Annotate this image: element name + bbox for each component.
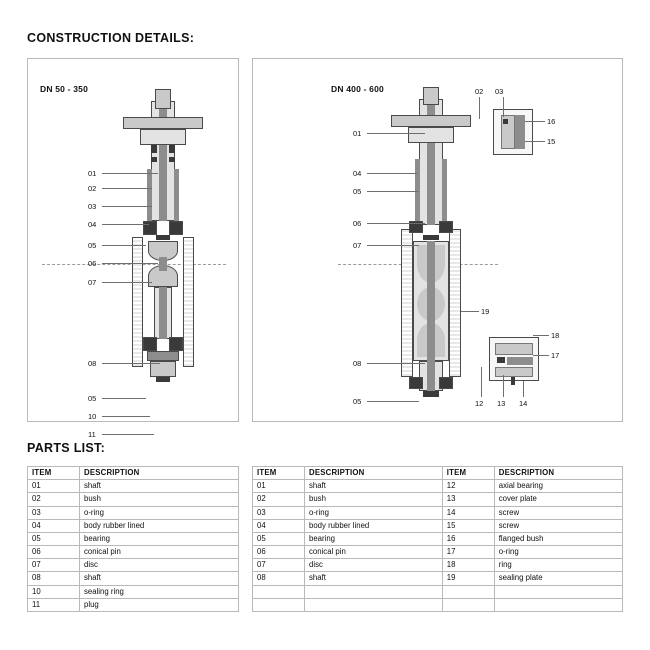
cell-item-2: 13	[442, 493, 494, 506]
leader-11	[102, 434, 154, 435]
cell-item: 06	[253, 546, 305, 559]
cell-item: 05	[28, 532, 80, 545]
callout-16: 16	[547, 117, 556, 126]
cell-description: plug	[80, 598, 239, 611]
shaft-top-r	[423, 87, 439, 105]
shaft-08	[159, 287, 167, 339]
table-row	[28, 585, 239, 598]
leader-14	[523, 381, 524, 397]
page-title-construction: CONSTRUCTION DETAILS:	[27, 31, 195, 45]
col-header-description: DESCRIPTION	[305, 467, 443, 480]
shaft-through-r	[427, 241, 435, 361]
body-wall-left	[132, 237, 143, 367]
callout-05-upper: 05	[88, 241, 97, 250]
table-row	[253, 572, 623, 585]
cell-description: bush	[305, 493, 443, 506]
callout-08: 08	[88, 359, 97, 368]
cell-description-2	[494, 598, 622, 611]
cell-item: 02	[28, 493, 80, 506]
leader-06	[102, 263, 158, 264]
table-header-row	[253, 467, 623, 480]
o-ring-03-b	[169, 157, 175, 162]
cell-description: shaft	[80, 572, 239, 585]
callout-01-r: 01	[353, 129, 362, 138]
cell-description: bearing	[80, 532, 239, 545]
sealing-ring-10	[147, 351, 179, 361]
callout-07-r: 07	[353, 241, 362, 250]
leader-03-r	[503, 97, 504, 117]
ring-18	[495, 343, 533, 355]
leader-07-r	[367, 245, 419, 246]
leader-05-upper-r	[367, 191, 419, 192]
shaft-top	[155, 89, 171, 109]
cell-description: body rubber lined	[305, 519, 443, 532]
callout-18: 18	[551, 331, 560, 340]
leader-05-lower-r	[367, 401, 419, 402]
leader-01-r	[367, 133, 425, 134]
leader-16	[525, 121, 545, 122]
conical-pin-06	[156, 235, 170, 240]
cell-item	[253, 598, 305, 611]
callout-04: 04	[88, 220, 97, 229]
col-header-description: DESCRIPTION	[80, 467, 239, 480]
callout-05-lower-r: 05	[353, 397, 362, 406]
leader-10	[102, 416, 150, 417]
parts-table-right	[252, 466, 623, 612]
leader-02	[102, 188, 152, 189]
page-title-parts: PARTS LIST:	[27, 441, 106, 455]
flange-neck-r	[408, 127, 454, 143]
leader-05-lower	[102, 398, 146, 399]
bearing-05-lower-right-r	[439, 377, 453, 389]
callout-03-r: 03	[495, 87, 504, 96]
cell-item-2	[442, 598, 494, 611]
callout-02: 02	[88, 184, 97, 193]
callout-14: 14	[519, 399, 528, 408]
cell-description: bush	[80, 493, 239, 506]
cell-item: 05	[253, 532, 305, 545]
axial-bearing-12	[507, 357, 533, 365]
o-ring-17	[497, 357, 505, 363]
leader-03	[102, 206, 152, 207]
leader-12	[481, 367, 482, 397]
bearing-05-lower-right	[169, 337, 183, 351]
cell-item: 03	[253, 506, 305, 519]
cell-item: 07	[28, 559, 80, 572]
leader-02-r	[479, 97, 480, 119]
leader-08-r	[367, 363, 425, 364]
callout-01: 01	[88, 169, 97, 178]
cell-item-2: 15	[442, 519, 494, 532]
cell-description: shaft	[305, 480, 443, 493]
callout-03: 03	[88, 202, 97, 211]
bearing-05-upper-right	[169, 221, 183, 235]
table-row	[253, 598, 623, 611]
col-header-description-2: DESCRIPTION	[494, 467, 622, 480]
callout-15: 15	[547, 137, 556, 146]
cell-description-2: ring	[494, 559, 622, 572]
leader-04	[102, 224, 149, 225]
diagram-label-dn50-350: DN 50 - 350	[40, 84, 89, 94]
shaft-end-r	[423, 391, 439, 397]
callout-11: 11	[88, 430, 96, 439]
leader-13	[503, 375, 504, 397]
cell-description: conical pin	[305, 546, 443, 559]
cell-item: 08	[253, 572, 305, 585]
callout-04-r: 04	[353, 169, 362, 178]
callout-10: 10	[88, 412, 97, 421]
table-row	[253, 559, 623, 572]
callout-12: 12	[475, 399, 484, 408]
table-row	[28, 506, 239, 519]
callout-05-lower: 05	[88, 394, 97, 403]
cell-description: disc	[305, 559, 443, 572]
leader-06-r	[367, 223, 425, 224]
cell-description: body rubber lined	[80, 519, 239, 532]
table-row	[28, 559, 239, 572]
leader-17	[533, 355, 549, 356]
leader-18	[533, 335, 549, 336]
plug-base	[156, 377, 170, 382]
cell-description-2: sealing plate	[494, 572, 622, 585]
table-row	[253, 532, 623, 545]
cell-description: o-ring	[305, 506, 443, 519]
cell-item: 01	[253, 480, 305, 493]
table-row	[253, 546, 623, 559]
cell-item: 10	[28, 585, 80, 598]
disc-waist	[159, 257, 167, 271]
bearing-05-lower-left	[143, 337, 157, 351]
cell-description-2: cover plate	[494, 493, 622, 506]
table-row	[253, 519, 623, 532]
table-row	[28, 480, 239, 493]
diagram-label-dn400-600: DN 400 - 600	[331, 84, 384, 94]
cell-item-2: 18	[442, 559, 494, 572]
cell-description-2: screw	[494, 506, 622, 519]
cell-item-2	[442, 585, 494, 598]
leader-07	[102, 282, 152, 283]
cell-description	[305, 598, 443, 611]
col-header-item: ITEM	[28, 467, 80, 480]
cell-description-2	[494, 585, 622, 598]
cell-description	[305, 585, 443, 598]
rubber-lining-left	[147, 169, 152, 221]
screw-14	[511, 377, 515, 385]
callout-05-upper-r: 05	[353, 187, 362, 196]
leader-08	[102, 363, 160, 364]
parts-table-left	[27, 466, 239, 612]
o-ring-03	[151, 157, 157, 162]
callout-17: 17	[551, 351, 560, 360]
cell-description: disc	[80, 559, 239, 572]
table-row	[28, 598, 239, 611]
cell-item: 04	[253, 519, 305, 532]
callout-06: 06	[88, 259, 97, 268]
cell-item-2: 17	[442, 546, 494, 559]
table-row	[28, 519, 239, 532]
o-ring-detail-upper	[503, 119, 508, 124]
shaft-08-r	[427, 361, 435, 391]
cell-item-2: 14	[442, 506, 494, 519]
callout-13: 13	[497, 399, 506, 408]
callout-07: 07	[88, 278, 97, 287]
cell-item-2: 16	[442, 532, 494, 545]
table-row	[28, 572, 239, 585]
bearing-05-lower-left-r	[409, 377, 423, 389]
cell-item: 04	[28, 519, 80, 532]
cell-description: conical pin	[80, 546, 239, 559]
flange-neck	[140, 129, 186, 145]
body-wall-right	[183, 237, 194, 367]
col-header-item-2: ITEM	[442, 467, 494, 480]
rubber-lining-left-r	[415, 159, 420, 221]
cell-item: 06	[28, 546, 80, 559]
top-flange-r	[391, 115, 471, 127]
table-row	[253, 585, 623, 598]
leader-19	[461, 311, 479, 312]
cell-item: 11	[28, 598, 80, 611]
cell-description-2: flanged bush	[494, 532, 622, 545]
body-wall-right-r	[449, 229, 461, 377]
callout-02-r: 02	[475, 87, 484, 96]
screw-15	[515, 115, 525, 149]
cell-item: 07	[253, 559, 305, 572]
cell-description: sealing ring	[80, 585, 239, 598]
cell-item: 02	[253, 493, 305, 506]
conical-pin-06-r	[423, 235, 439, 240]
table-row	[28, 532, 239, 545]
table-row	[253, 480, 623, 493]
table-row	[253, 493, 623, 506]
leader-15	[525, 141, 545, 142]
rubber-lining-right-r	[442, 159, 447, 221]
diagram-panel-dn400-600	[252, 58, 623, 422]
rubber-lining-right	[174, 169, 179, 221]
cell-description-2: screw	[494, 519, 622, 532]
cell-item	[253, 585, 305, 598]
table-row	[28, 546, 239, 559]
leader-01	[102, 173, 158, 174]
cell-item: 08	[28, 572, 80, 585]
bush-02	[151, 145, 157, 153]
leader-05-upper	[102, 245, 146, 246]
cell-item-2: 12	[442, 480, 494, 493]
cell-item: 03	[28, 506, 80, 519]
cell-description: o-ring	[80, 506, 239, 519]
cover-plate-13	[495, 367, 533, 377]
cell-description-2: axial bearing	[494, 480, 622, 493]
bush-02-b	[169, 145, 175, 153]
callout-08-r: 08	[353, 359, 362, 368]
cell-item: 01	[28, 480, 80, 493]
callout-19: 19	[481, 307, 490, 316]
callout-06-r: 06	[353, 219, 362, 228]
col-header-item: ITEM	[253, 467, 305, 480]
cell-description: bearing	[305, 532, 443, 545]
cell-description: shaft	[80, 480, 239, 493]
shaft-01-r	[427, 87, 435, 225]
table-row	[28, 493, 239, 506]
top-flange	[123, 117, 203, 129]
bearing-05-upper-right-r	[439, 221, 453, 233]
leader-04-r	[367, 173, 417, 174]
diagram-panel-dn50-350	[27, 58, 239, 439]
cell-description: shaft	[305, 572, 443, 585]
table-row	[253, 506, 623, 519]
body-wall-left-r	[401, 229, 413, 377]
table-header-row	[28, 467, 239, 480]
cell-item-2: 19	[442, 572, 494, 585]
cell-description-2: o-ring	[494, 546, 622, 559]
